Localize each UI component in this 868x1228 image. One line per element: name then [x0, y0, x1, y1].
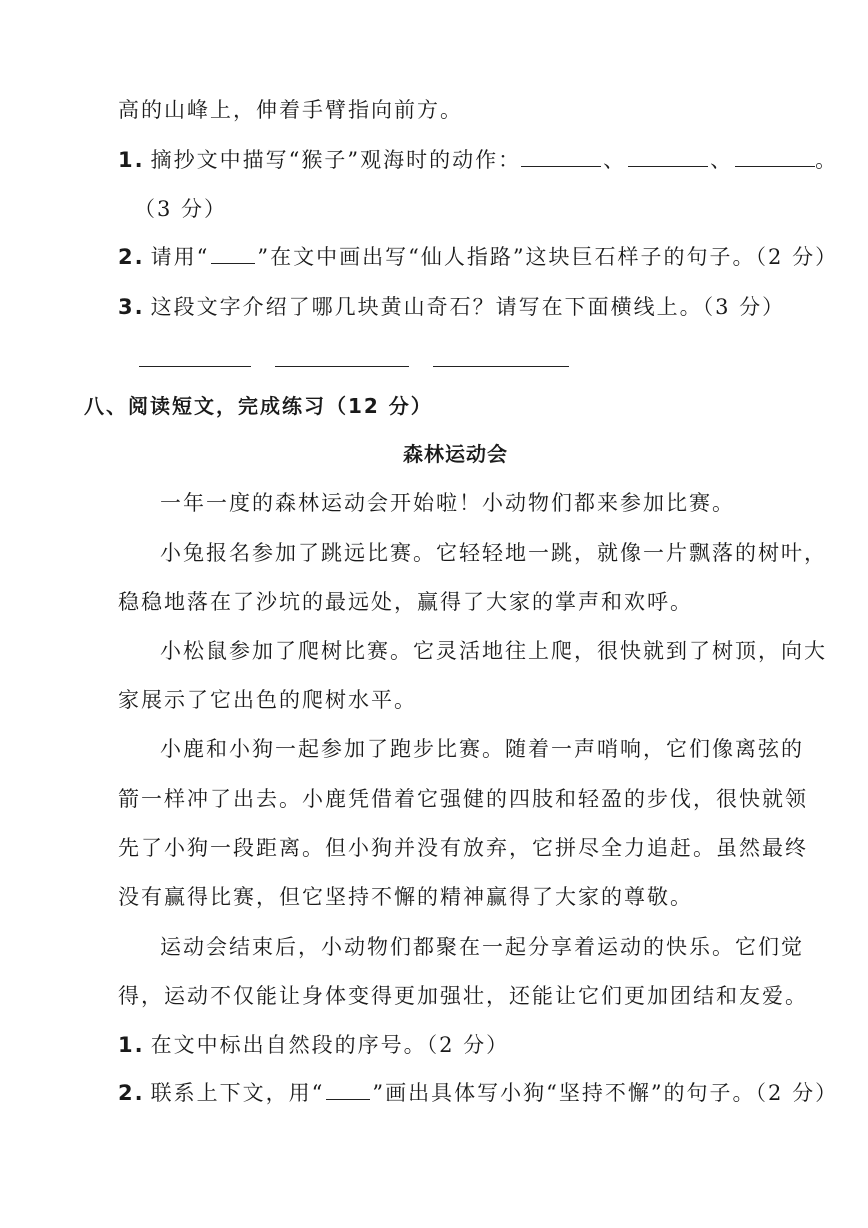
paragraph-2-line-2 [118, 592, 693, 613]
paragraph-5-line-2 [118, 986, 808, 1007]
question-number: 3. [118, 295, 145, 319]
answer-line-1[interactable] [139, 365, 251, 367]
underline-sample [211, 262, 255, 264]
paragraph-text: 小鹿和小狗一起参加了跑步比赛。随着一声哨响，它们像离弦的 [160, 737, 804, 761]
section-heading-text: 八、阅读短文，完成练习（12 分） [84, 394, 433, 418]
paragraph-text: 小兔报名参加了跳远比赛。它轻轻地一跳，就像一片飘落的树叶， [160, 541, 827, 565]
paragraph-3-line-2 [118, 690, 417, 711]
question-text-pre: 请用“ [150, 245, 210, 269]
separator: 、 [710, 148, 734, 172]
question-text-pre: 联系上下文，用“ [150, 1081, 325, 1105]
question-text: 在文中标出自然段的序号。（2 分） [150, 1033, 510, 1057]
separator: 、 [603, 148, 627, 172]
passage-title-text: 森林运动会 [403, 442, 508, 466]
reading-question-1 [118, 1035, 509, 1056]
end-punctuation: 。 [815, 148, 839, 172]
underline-sample [326, 1098, 370, 1100]
question-2-underline-sentence [118, 247, 838, 268]
paragraph-text: 运动会结束后，小动物们都聚在一起分享着运动的快乐。它们觉 [160, 935, 804, 959]
question-text: 这段文字介绍了哪几块黄山奇石？请写在下面横线上。（3 分） [150, 295, 786, 319]
paragraph-text: 一年一度的森林运动会开始啦！小动物们都来参加比赛。 [160, 491, 735, 515]
question-number: 1. [118, 148, 145, 172]
passage-title [403, 444, 508, 464]
paragraph-1 [160, 493, 735, 514]
paragraph-3-line-1 [160, 641, 827, 662]
reading-question-2 [118, 1083, 838, 1104]
question-text-post: ”在文中画出写“仙人指路”这块巨石样子的句子。（2 分） [257, 245, 839, 269]
paragraph-4-line-2 [118, 789, 808, 810]
paragraph-5-line-1 [160, 937, 804, 958]
paragraph-text: 箭一样冲了出去。小鹿凭借着它强健的四肢和轻盈的步伐，很快就领 [118, 787, 808, 811]
paragraph-text: 小松鼠参加了爬树比赛。它灵活地往上爬，很快就到了树顶，向大 [160, 639, 827, 663]
continuation-text: 高的山峰上，伸着手臂指向前方。 [118, 98, 463, 122]
question-text-post: ”画出具体写小狗“坚持不懈”的句子。（2 分） [372, 1081, 839, 1105]
paragraph-text: 得，运动不仅能让身体变得更加强壮，还能让它们更加团结和友爱。 [118, 984, 808, 1008]
paragraph-text: 家展示了它出色的爬树水平。 [118, 688, 417, 712]
question-number: 2. [118, 1081, 145, 1105]
answer-blank-1[interactable] [521, 165, 601, 167]
answer-line-2[interactable] [275, 365, 409, 367]
passage-continuation-line [118, 100, 463, 121]
question-1-observe-sea [118, 150, 838, 171]
answer-blank-3[interactable] [735, 165, 815, 167]
section-heading [84, 396, 433, 416]
question-3-rocks [118, 297, 785, 318]
question-number: 2. [118, 245, 145, 269]
paragraph-4-line-1 [160, 739, 804, 760]
question-text: 摘抄文中描写“猴子”观海时的动作： [150, 148, 522, 172]
question-number: 1. [118, 1033, 145, 1057]
paragraph-4-line-4 [118, 887, 693, 908]
answer-line-3[interactable] [433, 365, 569, 367]
answer-blank-2[interactable] [628, 165, 708, 167]
paragraph-2-line-1 [160, 543, 827, 564]
paragraph-4-line-3 [118, 838, 808, 859]
paragraph-text: 稳稳地落在了沙坑的最远处，赢得了大家的掌声和欢呼。 [118, 590, 693, 614]
question-1-score [134, 199, 227, 220]
score-text: （3 分） [134, 197, 228, 221]
paragraph-text: 先了小狗一段距离。但小狗并没有放弃，它拼尽全力追赶。虽然最终 [118, 836, 808, 860]
paragraph-text: 没有赢得比赛，但它坚持不懈的精神赢得了大家的尊敬。 [118, 885, 693, 909]
